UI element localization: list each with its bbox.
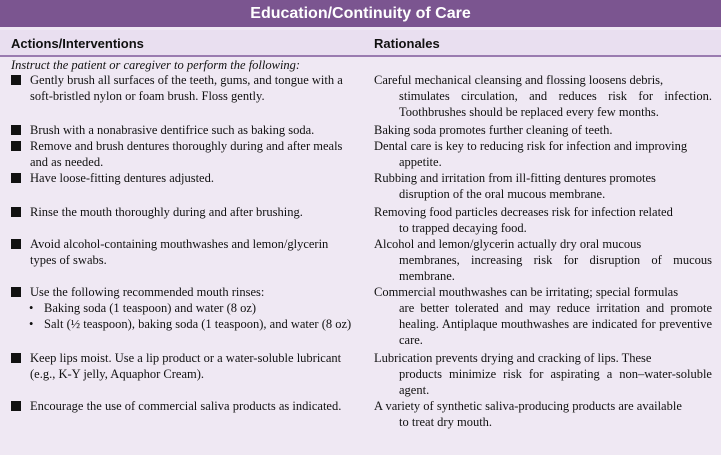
rationale-first-line: Dental care is key to reducing risk for infection and improving xyxy=(374,139,688,153)
column-header-row xyxy=(0,30,721,57)
action-text: Avoid alcohol-containing mouthwashes and lemon/glycerin types of swabs. xyxy=(30,237,329,267)
rationale-continuation: appetite. xyxy=(399,155,442,169)
sub-item-text: Baking soda (1 teaspoon) and water (8 oz) xyxy=(44,301,257,315)
square-bullet-icon xyxy=(11,401,21,411)
rationale-first-line: Lubrication prevents drying and cracking of lips. These xyxy=(374,351,652,365)
square-bullet-icon xyxy=(11,239,21,249)
square-bullet-icon xyxy=(11,207,21,217)
rinse-sub-item xyxy=(27,316,357,332)
action-text: Have loose-fitting dentures adjusted. xyxy=(30,171,214,185)
rationale-item xyxy=(374,122,712,138)
rationale-continuation: are better tolerated and may reduce irritation and promote healing. Antiplaque mouthwashes are indicated for preventive care. xyxy=(399,301,712,347)
square-bullet-icon xyxy=(11,141,21,151)
action-text: Gently brush all surfaces of the teeth, gums, and tongue with a soft-bristled nylon or foam brush. Floss gently. xyxy=(30,73,343,103)
action-item xyxy=(11,122,356,138)
action-text: Rinse the mouth thoroughly during and after brushing. xyxy=(30,205,303,219)
rinse-sub-item xyxy=(27,300,357,316)
square-bullet-icon xyxy=(11,287,21,297)
rationale-first-line: A variety of synthetic saliva-producing products are available xyxy=(374,399,682,413)
rationale-first-line: Rubbing and irritation from ill-fitting dentures promotes xyxy=(374,171,656,185)
rationale-item xyxy=(374,284,712,348)
action-item xyxy=(11,138,356,170)
action-item xyxy=(11,284,356,300)
rationale-continuation: to trapped decaying food. xyxy=(399,221,527,235)
action-item xyxy=(11,350,356,382)
sub-item-text: Salt (½ teaspoon), baking soda (1 teaspoon), and water (8 oz) xyxy=(44,317,352,331)
rationale-item xyxy=(374,72,712,120)
square-bullet-icon xyxy=(11,353,21,363)
rationale-continuation: to treat dry mouth. xyxy=(399,415,493,429)
rationale-item xyxy=(374,398,712,430)
action-item xyxy=(11,398,356,414)
rationale-item xyxy=(374,350,712,398)
action-item xyxy=(11,236,356,268)
rationales-column-header: Rationales xyxy=(374,36,440,51)
square-bullet-icon xyxy=(11,75,21,85)
action-text: Keep lips moist. Use a lip product or a water-soluble lubricant (e.g., K-Y jelly, Aquaphor Cream). xyxy=(30,351,342,381)
intro-instruction: Instruct the patient or caregiver to perform the following: xyxy=(11,58,301,72)
rationale-continuation: disruption of the oral mucous membrane. xyxy=(399,187,606,201)
rationale-item xyxy=(374,138,712,170)
rationale-first-line: Baking soda promotes further cleaning of teeth. xyxy=(374,123,613,137)
rationale-first-line: Alcohol and lemon/glycerin actually dry oral mucous xyxy=(374,237,642,251)
section-title: Education/Continuity of Care xyxy=(0,0,721,27)
rationale-first-line: Careful mechanical cleansing and flossing loosens debris, xyxy=(374,73,664,87)
action-item xyxy=(11,170,356,186)
action-text: Remove and brush dentures thoroughly during and after meals and as needed. xyxy=(30,139,343,169)
rationale-item xyxy=(374,236,712,284)
action-item xyxy=(11,72,356,104)
action-text: Encourage the use of commercial saliva products as indicated. xyxy=(30,399,342,413)
actions-column-header: Actions/Interventions xyxy=(11,36,144,51)
rationale-continuation: products minimize risk for aspirating a non–water-soluble agent. xyxy=(399,367,712,397)
rationale-continuation: stimulates circulation, and reduces risk for infection. Toothbrushes should be replaced every few months. xyxy=(399,89,712,119)
rationale-item xyxy=(374,170,712,202)
action-item xyxy=(11,204,356,220)
dot-bullet-icon: • xyxy=(29,317,34,331)
action-text: Use the following recommended mouth rinses: xyxy=(30,285,265,299)
rationale-first-line: Commercial mouthwashes can be irritating; special formulas xyxy=(374,285,679,299)
dot-bullet-icon: • xyxy=(29,301,34,315)
square-bullet-icon xyxy=(11,173,21,183)
action-text: Brush with a nonabrasive dentifrice such as baking soda. xyxy=(30,123,315,137)
rationale-continuation: membranes, increasing risk for disruption of mucous membrane. xyxy=(399,253,712,283)
rationale-item xyxy=(374,204,712,236)
square-bullet-icon xyxy=(11,125,21,135)
rationale-first-line: Removing food particles decreases risk for infection related xyxy=(374,205,673,219)
